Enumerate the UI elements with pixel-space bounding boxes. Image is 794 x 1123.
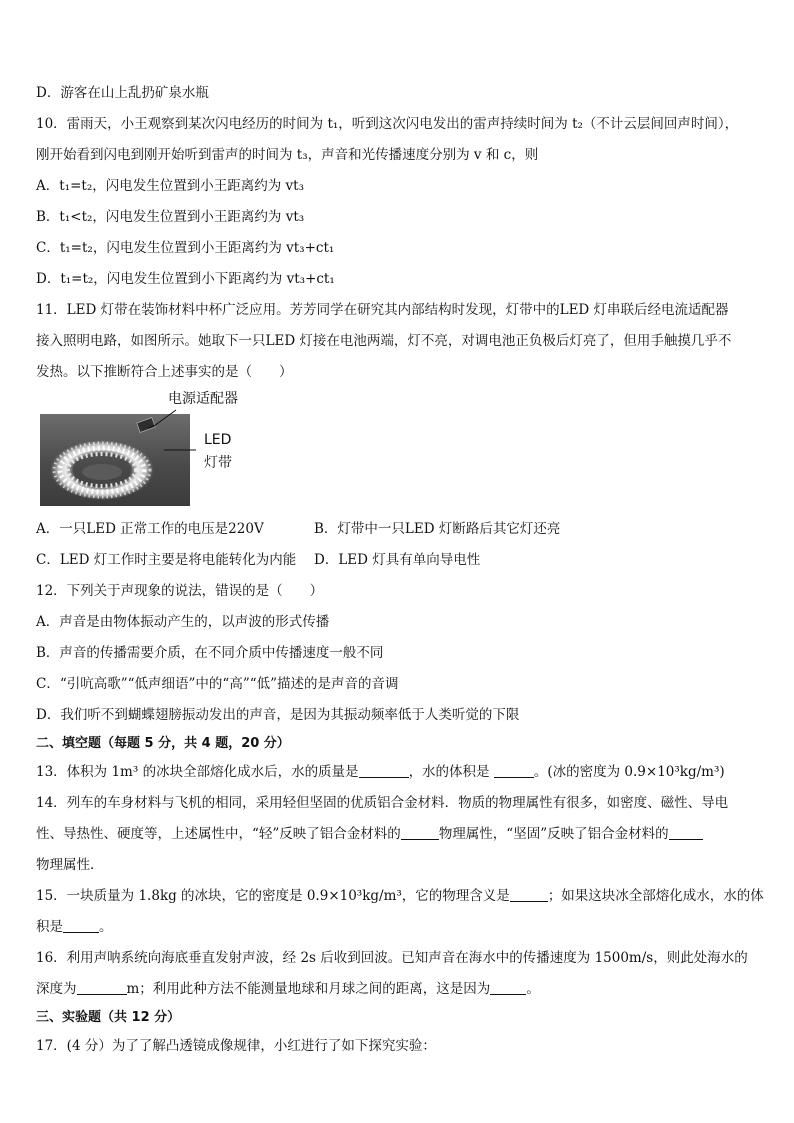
q13-blank-volume bbox=[494, 762, 534, 778]
q14-text-1: 性、导热性、硬度等，上述属性中，“轻”反映了铝合金材料的 bbox=[36, 826, 401, 842]
adapter-label: 电源适配器 bbox=[168, 391, 238, 407]
q14-blank-strong bbox=[669, 824, 703, 840]
q15-text-1: 15．一块质量为 1.8kg 的冰块，它的密度是 0.9×10³kg/m³，它的物理含义是 bbox=[36, 888, 510, 904]
q15-text-4: 。 bbox=[99, 919, 113, 935]
q10-option-b: B．t₁<t₂，闪电发生位置到小王距离约为 vt₃ bbox=[36, 209, 305, 225]
q16-blank-reason bbox=[490, 979, 526, 995]
q10-option-a: A．t₁=t₂，闪电发生位置到小王距离约为 vt₃ bbox=[36, 178, 304, 194]
q14-line3: 物理属性． bbox=[36, 857, 104, 873]
q15-text-2: ；如果这块冰全部熔化成水，水的体 bbox=[547, 888, 764, 904]
q13-text-3: 。(冰的密度为 0.9×10³kg/m³) bbox=[533, 764, 725, 780]
q11-stem-line2: 接入照明电路，如图所示。她取下一只LED 灯接在电池两端，灯不亮，对调电池正负极后灯亮了，但用手触摸几乎不 bbox=[36, 333, 732, 349]
q11-option-c: C．LED 灯工作时主要是将电能转化为内能 bbox=[36, 552, 297, 568]
q10-option-d: D．t₁=t₂，闪电发生位置到小下距离约为 vt₃+ct₁ bbox=[36, 271, 335, 287]
q11-option-b: B．灯带中一只LED 灯断路后其它灯还亮 bbox=[314, 521, 561, 537]
q12-option-a: A．声音是由物体振动产生的，以声波的形式传播 bbox=[36, 614, 330, 630]
q12-stem: 12．下列关于声现象的说法，错误的是（ ） bbox=[36, 583, 324, 599]
q13-text-1: 13．体积为 1m³ 的冰块全部熔化成水后，水的质量是 bbox=[36, 764, 359, 780]
q14-line1: 14．列车的车身材料与飞机的相同，采用轻但坚固的优质铝合金材料．物质的物理属性有很多，如密度、磁性、导电 bbox=[36, 795, 729, 811]
q14-text-2: 物理属性，“坚固”反映了铝合金材料的 bbox=[438, 826, 669, 842]
q16-text-1: 深度为 bbox=[36, 981, 77, 997]
q12-option-c: C．“引吭高歌”“低声细语”中的“高”“低”描述的是声音的音调 bbox=[36, 676, 399, 692]
q10-stem-line1: 10．雷雨天，小王观察到某次闪电经历的时间为 t₁，听到这次闪电发出的雷声持续时间为 t₂（不计云层间回声时间）， bbox=[36, 116, 739, 132]
q13 bbox=[36, 757, 760, 788]
q14-blank-light bbox=[401, 824, 439, 840]
q13-blank-mass bbox=[359, 762, 409, 778]
q10-stem-line2: 刚开始看到闪电到刚开始听到雷声的时间为 t₃，声音和光传播速度分别为 v 和 c，则 bbox=[36, 147, 539, 163]
exam-page bbox=[36, 78, 764, 1062]
figure-leader-lines bbox=[36, 390, 296, 514]
q11-stem-line1: 11．LED 灯带在装饰材料中杯广泛应用。芳芳同学在研究其内部结构时发现，灯带中的LED 灯串联后经电流适配器 bbox=[36, 302, 729, 318]
q11-stem-line3: 发热。以下推断符合上述事实的是（ ） bbox=[36, 364, 293, 380]
q15-blank-meaning bbox=[510, 886, 548, 902]
q12-option-d: D．我们听不到蝴蝶翅膀振动发出的声音，是因为其振动频率低于人类听觉的下限 bbox=[36, 707, 520, 723]
q11-options-cd bbox=[36, 545, 760, 576]
q14-line2 bbox=[36, 819, 760, 850]
led-label-line2: 灯带 bbox=[204, 455, 232, 471]
q15-line2 bbox=[36, 912, 760, 943]
q16-blank-depth bbox=[77, 979, 127, 995]
q15-line1 bbox=[36, 881, 764, 912]
q9-option-d: D．游客在山上乱扔矿泉水瓶 bbox=[36, 85, 209, 101]
section-fill-in-heading: 二、填空题（每题 5 分，共 4 题，20 分） bbox=[36, 736, 290, 751]
led-label-line1: LED bbox=[204, 432, 232, 448]
q16-text-2: m；利用此种方法不能测量地球和月球之间的距离，这是因为 bbox=[126, 981, 491, 997]
q16-line2 bbox=[36, 974, 760, 1005]
q11-options-ab bbox=[36, 514, 760, 545]
q11-option-a: A．一只LED 正常工作的电压是220V bbox=[36, 521, 264, 537]
led-strip-figure bbox=[36, 390, 760, 514]
section-experiment-heading: 三、实验题（共 12 分） bbox=[36, 1010, 181, 1025]
q15-text-3: 积是 bbox=[36, 919, 63, 935]
q16-text-3: 。 bbox=[526, 981, 540, 997]
q17-stem: 17．(4 分）为了了解凸透镜成像规律，小红进行了如下探究实验： bbox=[36, 1038, 436, 1054]
q16-line1: 16．利用声呐系统向海底垂直发射声波，经 2s 后收到回波。已知声音在海水中的传播速度为 1500m/s，则此处海水的 bbox=[36, 950, 748, 966]
q15-blank-volume bbox=[63, 917, 99, 933]
q10-option-c: C．t₁=t₂，闪电发生位置到小王距离约为 vt₃+ct₁ bbox=[36, 240, 335, 256]
q11-option-d: D．LED 灯具有单向导电性 bbox=[314, 552, 481, 568]
q12-option-b: B．声音的传播需要介质，在不同介质中传播速度一般不同 bbox=[36, 645, 384, 661]
q13-text-2: ，水的体积是 bbox=[408, 764, 494, 780]
